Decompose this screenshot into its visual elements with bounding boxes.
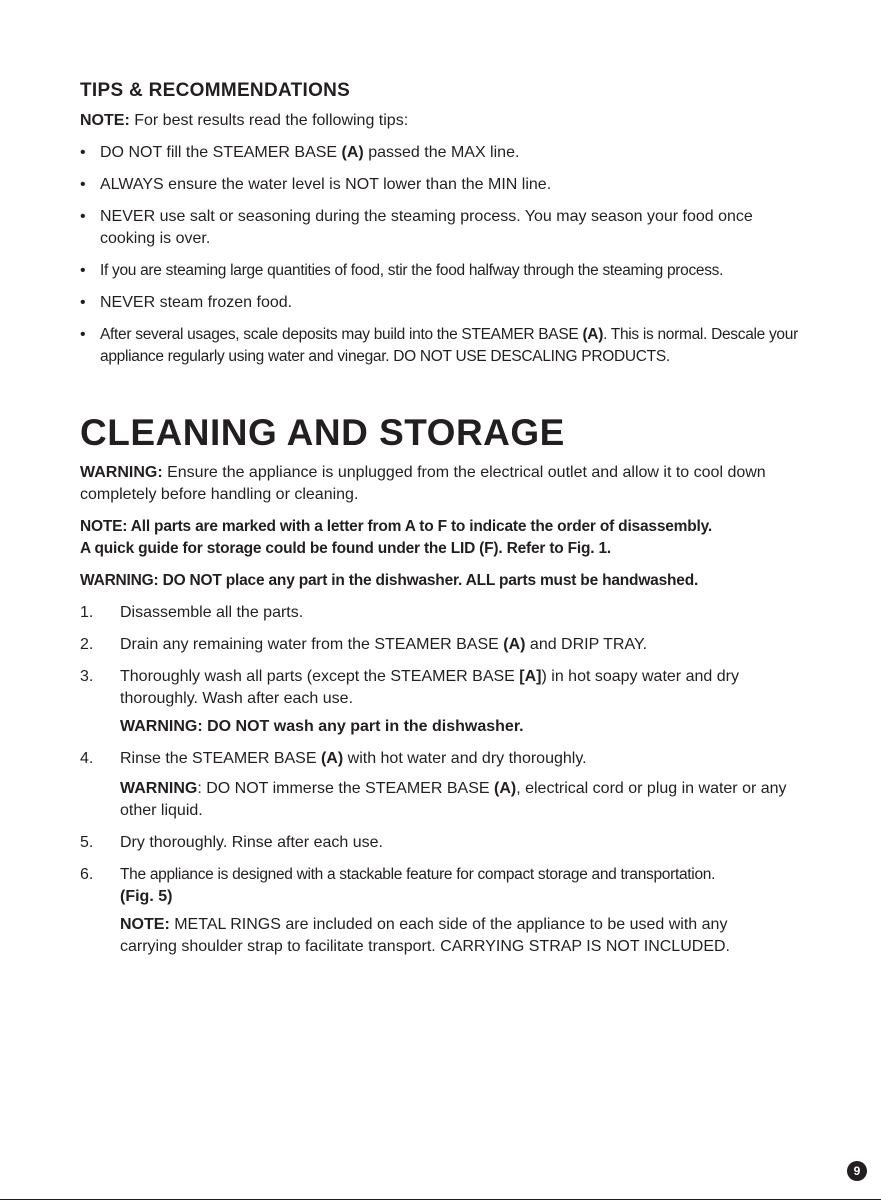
bullet-icon: • <box>80 144 86 161</box>
page-number-badge: 9 <box>847 1161 867 1181</box>
note-label: NOTE: <box>120 916 170 933</box>
storage-guide-note: A quick guide for storage could be found under the LID (F). Refer to Fig. 1. <box>80 540 612 557</box>
step-text: The appliance is designed with a stackable feature for compact storage and transportation. <box>120 866 716 883</box>
dishwasher-warning: WARNING: DO NOT place any part in the dishwasher. ALL parts must be handwashed. <box>80 572 699 589</box>
cleaning-warning <box>80 462 790 506</box>
step-text: ) in hot soapy water and dry thoroughly. Wash after each use. <box>120 668 739 707</box>
tip-text: NEVER steam frozen food. <box>100 294 293 311</box>
step-text: Drain any remaining water from the STEAMER BASE <box>120 636 504 653</box>
note-label: NOTE: <box>80 112 130 129</box>
tips-heading: TIPS & RECOMMENDATIONS <box>80 80 351 101</box>
figure-reference: (Fig. 5) <box>120 888 173 905</box>
step-text: Thoroughly wash all parts (except the STEAMER BASE <box>120 668 520 685</box>
step-text: and DRIP TRAY. <box>525 636 648 653</box>
step-number: 3. <box>80 668 94 685</box>
part-ref: (A) <box>503 636 526 653</box>
part-ref: (A) <box>320 750 344 767</box>
step-text: Dry thoroughly. Rinse after each use. <box>120 834 383 851</box>
step-text: Rinse the STEAMER BASE <box>120 750 321 767</box>
cleaning-heading: CLEANING AND STORAGE <box>80 412 565 453</box>
bullet-icon: • <box>80 208 86 225</box>
tip-text: After several usages, scale deposits may build into the STEAMER BASE <box>100 326 583 343</box>
warning-label: WARNING: <box>80 464 163 481</box>
part-ref: [A] <box>519 668 542 685</box>
step-text: with hot water and dry thoroughly. <box>343 750 587 767</box>
tip-text: DO NOT fill the STEAMER BASE <box>100 144 342 161</box>
tip-text: NEVER use salt or seasoning during the steaming process. You may season your food once cooking is over. <box>100 208 753 247</box>
step-warning: WARNING: DO NOT wash any part in the dishwasher. <box>120 718 524 735</box>
step-number: 2. <box>80 636 94 653</box>
tips-note <box>80 110 820 132</box>
warning-text: , electrical cord or plug in water or any other liquid. <box>120 780 787 819</box>
part-ref: (A) <box>582 326 604 343</box>
warning-text: Ensure the appliance is unplugged from the electrical outlet and allow it to cool down completely before handling or cleaning. <box>80 464 766 503</box>
part-ref: (A) <box>493 780 517 797</box>
step-warning <box>120 778 800 822</box>
tip-text: passed the MAX line. <box>363 144 520 161</box>
note-text: For best results read the following tips: <box>129 112 409 129</box>
step-number: 1. <box>80 604 94 621</box>
step-text: Disassemble all the parts. <box>120 604 304 621</box>
footer-rule <box>0 1199 881 1200</box>
step-number: 4. <box>80 750 94 767</box>
tip-text: ALWAYS ensure the water level is NOT lower than the MIN line. <box>100 176 552 193</box>
part-ref: (A) <box>341 144 364 161</box>
bullet-icon: • <box>80 326 86 343</box>
tip-text: If you are steaming large quantities of food, stir the food halfway through the steaming process. <box>100 262 724 279</box>
bullet-icon: • <box>80 176 86 193</box>
warning-text: : DO NOT immerse the STEAMER BASE <box>197 780 494 797</box>
step-number: 5. <box>80 834 94 851</box>
bullet-icon: • <box>80 262 86 279</box>
bullet-icon: • <box>80 294 86 311</box>
note-text: METAL RINGS are included on each side of the appliance to be used with any carrying shoulder strap to facilitate transport. CARRYING STRAP IS NOT INCLUDED. <box>120 916 730 955</box>
step-number: 6. <box>80 866 94 883</box>
warning-label: WARNING <box>120 780 198 797</box>
tip-text: . This is normal. Descale your appliance regularly using water and vinegar. DO NOT USE DESCALING PRODUCTS. <box>100 326 798 365</box>
disassembly-note: NOTE: All parts are marked with a letter from A to F to indicate the order of disassembly. <box>80 518 712 535</box>
step-note <box>120 914 780 958</box>
